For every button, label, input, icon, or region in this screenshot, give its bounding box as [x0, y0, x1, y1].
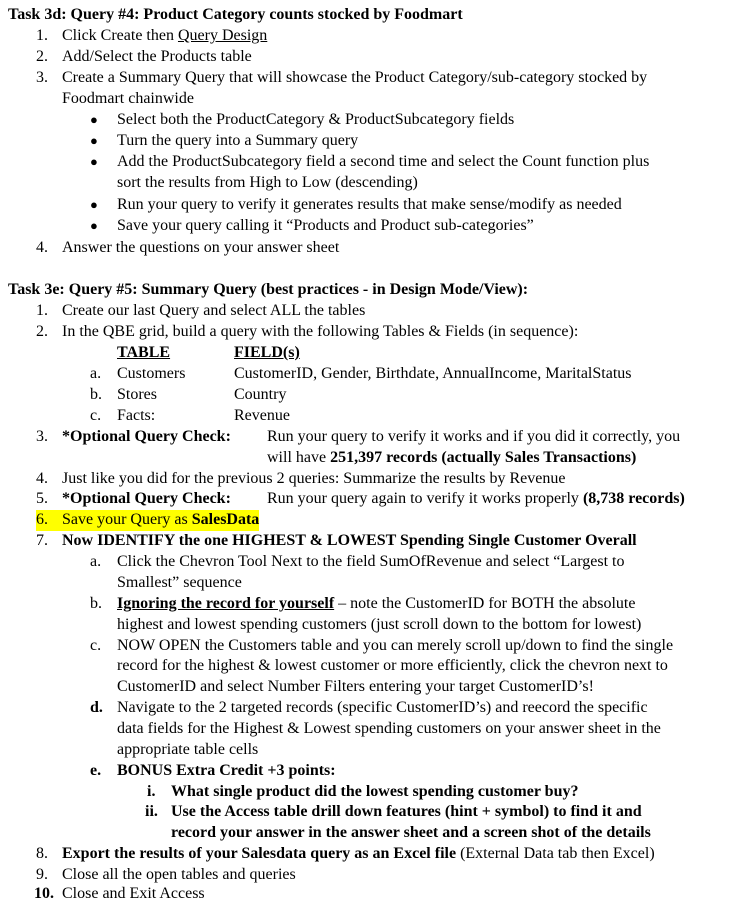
task-3d-heading: Task 3d: Query #4: Product Category counts stocked by Foodmart: [8, 6, 463, 23]
bullet-icon: ●: [90, 112, 98, 127]
task-3e-heading: Task 3e: Query #5: Summary Query (best practices - in Design Mode/View):: [8, 281, 529, 298]
bullet-icon: ●: [90, 218, 98, 233]
query-design-link: Query Design: [177, 27, 268, 44]
bullet-icon: ●: [90, 133, 98, 148]
document-page: Task 3d: Query #4: Product Category counts stocked by Foodmart 1. Click Create then Query Design 2. Add/Select the Products table 3. Create a Summary Query that will showcase the Product Category/sub-category stocked by Foodmart chainwide ● Select both the ProductCategory & ProductSubcategory fields ● Turn the query into a Summary query ● Add the ProductSubcategory field a second time and select the Count function plus sort the results from High to Low (descending) ● Run your query to verify it generates results that make sense/modify as needed ● Save your query calling it “Products and Product sub-categories” 4. Answer the questions on your answer sheet Task 3e: Query #5: Summary Query (best practices - in Design Mode/View): 1. Create our last Query and select ALL the tables 2. In the QBE grid, build a query with the following Tables & Fields (in sequence): TABLE FIELD(s) a. Customers CustomerID, Gender, Birthdate, AnnualIncome, MaritalStatus b. Stores Country c. Facts: Revenue 3. *Optional Query Check: Run your query to verify it works and if you did it correctly, you will have 251,397 records (actually Sales Transactions) 4. Just like you did for the previous 2 queries: Summarize the results by Revenue 5. *Optional Query Check: Run your query again to verify it works properly (8,738 records) 6. Save your Query as SalesData 7. Now IDENTIFY the one HIGHEST & LOWEST Spending Single Customer Overall a. Click the Chevron Tool Next to the field SumOfRevenue and select “Largest to Smallest” sequence b. Ignoring the record for yourself – note the CustomerID for BOTH the absolute highest and lowest spending customers (just scroll down to the bottom for lowest) c. NOW OPEN the Customers table and you can merely scroll up/down to find the single record for the highest & lowest customer or more efficiently, click the chevron next to CustomerID and select Number Filters entering your target CustomerID’s! d. Navigate to the 2 targeted records (specific CustomerID’s) and reecord the specific data fields for the Highest & Lowest spending customers on your answer sheet in the appropriate table cells e. BONUS Extra Credit +3 points: i. What single product did the lowest spending customer buy? ii. Use the Access table drill down features (hint + symbol) to find it and record your answer in the answer sheet and a screen shot of the details 8. Export the results of your Salesdata query as an Excel file (External Data tab then Excel) 9. Close all the open tables and queries 10. Close and Exit Access: [8, 6, 685, 902]
field-column-header: FIELD(s): [234, 344, 300, 361]
table-column-header: TABLE: [117, 344, 171, 361]
bullet-icon: ●: [90, 197, 98, 212]
highlighted-save-step: Save your Query as SalesData: [62, 510, 259, 531]
bullet-icon: ●: [90, 154, 98, 169]
